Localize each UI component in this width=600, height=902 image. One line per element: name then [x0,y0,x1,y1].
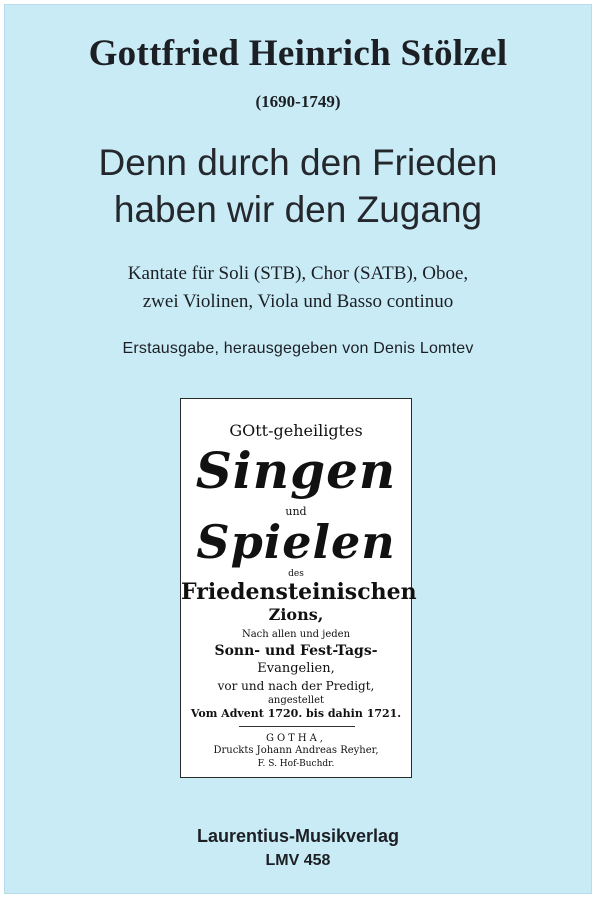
title-page-facsimile [180,398,417,778]
facsimile-line-14: GOTHA, [266,733,326,744]
facsimile-line-13: Vom Advent 1720. bis dahin 1721. [190,707,402,720]
facsimile-line-12: angestellet [267,695,325,706]
composer-name: Gottfried Heinrich Stölzel [88,33,508,74]
facsimile-line-4: Spielen [196,515,396,569]
facsimile-line-9: Sonn- und Fest-Tags- [214,643,378,659]
score-cover [4,4,592,894]
facsimile-line-11: vor und nach der Predigt, [217,679,375,693]
composer-dates: (1690-1749) [255,92,341,111]
facsimile-line-1: GOtt-geheiligtes [229,421,363,440]
facsimile-line-2: Singen [195,441,397,500]
facsimile-line-8: Nach allen und jeden [241,629,351,640]
cantata-title [4,139,592,233]
facsimile-divider [239,726,355,727]
scoring-line-2: zwei Violinen, Viola und Basso continuo [142,291,454,312]
editor-credit: Erstausgabe, herausgegeben von Denis Lomtev [122,340,474,357]
catalog-number: LMV 458 [265,852,331,869]
scoring-description [4,260,592,316]
facsimile-line-16: F. S. Hof-Buchdr. [257,759,335,769]
publisher-name: Laurentius-Musikverlag [196,826,400,846]
title-line-2: haben wir den Zugang [113,189,483,230]
facsimile-line-15: Druckts Johann Andreas Reyher, [213,745,379,756]
scoring-line-1: Kantate für Soli (STB), Chor (SATB), Oboe, [127,263,469,284]
facsimile-line-3: und [285,505,307,518]
facsimile-line-7: Zions, [268,605,324,624]
facsimile-line-10: Evangelien, [257,661,335,676]
title-line-1: Denn durch den Frieden [98,142,498,183]
facsimile-line-6: Friedensteinischen [181,579,417,605]
facsimile-line-5: des [288,569,304,579]
